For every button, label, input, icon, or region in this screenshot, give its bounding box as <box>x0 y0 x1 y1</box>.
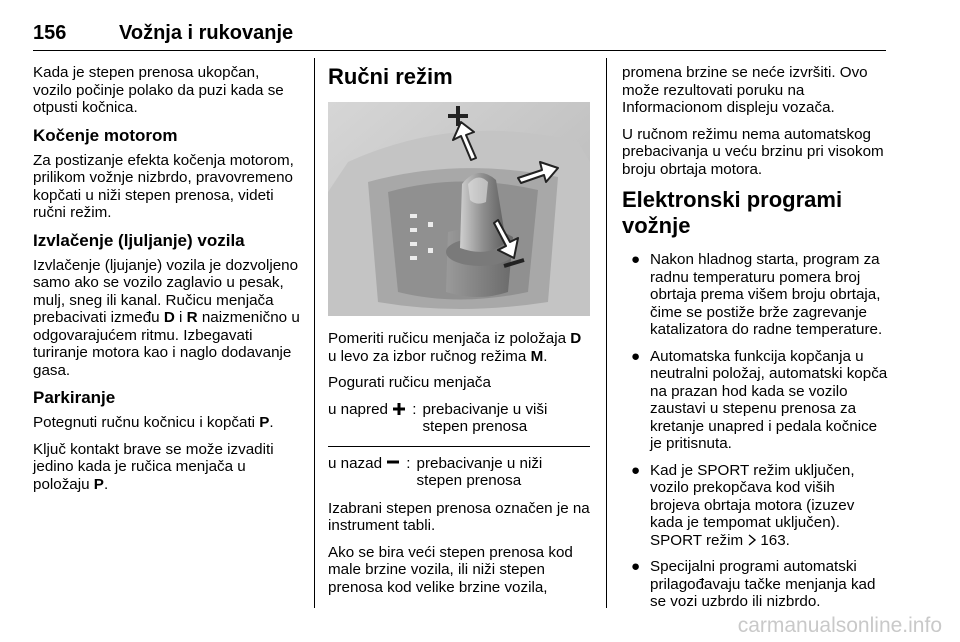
list-item: ● Nakon hladnog starta, program za radnu temperaturu pomera broj obrtaja prema višem broju obrtaja, čime se postiže brže zagrevanje katalizatora do radne temperature. <box>631 251 883 338</box>
engine-braking-text: Za postizanje efekta kočenja motorom, prilikom vožnje nizbrdo, pravovremeno kopčati u niži stepen prenosa, videti ručni režim. <box>33 151 294 221</box>
bullet-icon: ● <box>631 347 641 365</box>
shift-down-row <box>328 455 590 490</box>
sport-page-reference[interactable]: 163. <box>760 531 790 549</box>
shift-definition-list <box>328 401 590 490</box>
shift-down-colon: : <box>406 454 411 472</box>
electronic-programs-list <box>622 251 888 611</box>
list-item: ● Automatska funkcija kopčanja u neutralni položaj, automatski kopča na prazan hod kada se vozilo zaustavi u stepenu prenosa za kretanje unapred i pedala kočnice je pritisnuta. <box>631 347 888 452</box>
parking-text-1: Potegnuti ručnu kočnicu i kopčati P. <box>33 414 274 431</box>
shift-up-row <box>328 401 590 436</box>
minus-icon <box>386 456 400 470</box>
no-auto-upshift-text: U ručnom režimu nema automatskog prebacivanja u veću brzinu pri visokom broju obrtaja motora. <box>622 125 884 178</box>
push-lever-text: Pogurati ručicu menjača <box>328 374 491 391</box>
shift-down-term: u nazad <box>328 454 383 472</box>
parking-heading: Parkiranje <box>33 388 116 407</box>
shift-up-desc: prebacivanje u viši stepen prenosa <box>422 400 548 435</box>
column-left <box>33 64 301 502</box>
shift-down-desc: prebacivanje u niži stepen prenosa <box>416 454 543 489</box>
list-item: ● Kad je SPORT režim uključen, vozilo prekopčava kod viših brojeva obrtaja motora (izuzev kada je tempomat uključen). SPORT režim 163. <box>631 461 855 549</box>
column-right <box>622 64 888 620</box>
shift-up-colon: : <box>412 400 417 418</box>
rocking-heading: Izvlačenje (ljuljanje) vozila <box>33 230 245 250</box>
manual-select-text: Pomeriti ručicu menjača iz položaja D u levo za izbor ručnog režima M. <box>328 330 582 365</box>
page-reference-arrow-icon <box>747 534 757 546</box>
gear-d-label: D <box>163 309 175 326</box>
column-middle <box>328 64 590 605</box>
engine-braking-heading: Kočenje motorom <box>33 125 178 145</box>
bullet-icon: ● <box>631 558 641 575</box>
gear-m-label: M <box>530 347 544 365</box>
bullet-icon: ● <box>631 461 641 479</box>
gear-limit-text: Ako se bira veći stepen prenosa kod male brzine vozila, ili niži stepen prenosa kod velike brzine vozila, <box>328 543 573 596</box>
list-item: ● Specijalni programi automatski prilagođavaju tačke menjanja kad se vozi uzbrdo ili nizbrdo. <box>631 558 876 610</box>
manual-mode-heading: Ručni režim <box>328 64 453 89</box>
page-number: 156 <box>33 22 67 44</box>
bullet-icon: ● <box>631 251 641 268</box>
gear-r-label: R <box>186 309 198 326</box>
gear-lever-illustration <box>328 102 590 316</box>
column-divider-left <box>314 58 315 608</box>
shift-refused-text: promena brzine se neće izvršiti. Ovo može rezultovati poruku na Informacionom displeju vozača. <box>622 64 868 116</box>
rocking-text: Izvlačenje (ljujanje) vozila je dozvoljeno samo ako se vozilo zaglavio u pesak, mulj, sneg ili kanal. Ručicu menjača prebacivati između D i R naizmenično u odgovarajućem ritmu. Izbegavati turiranje motora kao i naglo dodavanje gasa. <box>33 256 300 379</box>
plus-icon <box>392 402 406 416</box>
watermark: carmanualsonline.info <box>737 614 942 637</box>
chapter-title: Vožnja i rukovanje <box>119 22 294 44</box>
shift-up-term: u napred <box>328 400 388 418</box>
column-divider-right <box>606 58 607 608</box>
definition-divider <box>328 446 590 447</box>
page-header <box>33 22 886 51</box>
electronic-programs-heading: Elektronski programi vožnje <box>622 187 843 238</box>
gear-p-label: P <box>259 414 270 431</box>
gear-indicator-text: Izabrani stepen prenosa označen je na instrument tabli. <box>328 499 590 534</box>
parking-text-2: Ključ kontakt brave se može izvaditi jedino kada je ručica menjača u položaju P. <box>33 440 274 493</box>
creep-paragraph: Kada je stepen prenosa ukopčan, vozilo počinje polako da puzi kada se otpusti kočnica. <box>33 64 284 116</box>
gear-d-label-m: D <box>570 330 582 347</box>
gear-p-label-2: P <box>93 475 104 493</box>
